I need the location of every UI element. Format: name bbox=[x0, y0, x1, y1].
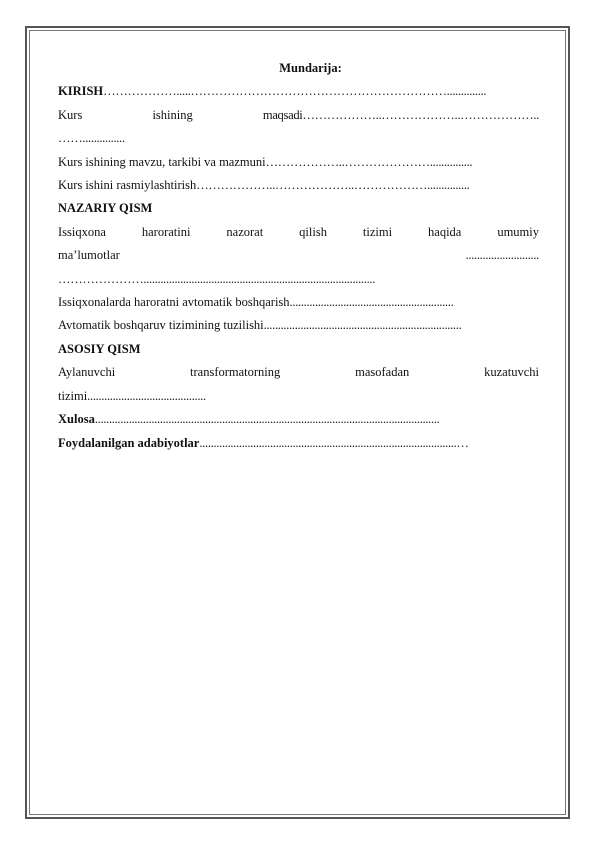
toc-leader-dots: ...................................................................... bbox=[263, 318, 462, 333]
toc-entry-xulosa[interactable] bbox=[58, 408, 539, 431]
toc-entry-label: Xulosa bbox=[58, 412, 95, 427]
toc-section-label: ASOSIY QISM bbox=[58, 341, 141, 356]
toc-word: nazorat bbox=[226, 224, 264, 239]
toc-word: ishining bbox=[152, 107, 193, 122]
toc-entry-mavzu[interactable] bbox=[58, 151, 539, 174]
toc-word: umumiy bbox=[497, 224, 539, 239]
toc-section-nazariy[interactable] bbox=[58, 197, 539, 220]
toc-leader-dots: ……............... bbox=[58, 131, 125, 146]
toc-word: masofadan bbox=[355, 365, 410, 380]
toc-entry-label: Kurs ishini rasmiylashtirish bbox=[58, 178, 197, 193]
toc-entry-label: KIRISH bbox=[58, 84, 104, 99]
toc-leader-dots: ………………..………………..………………............... bbox=[196, 178, 470, 193]
toc-entry-aylanuvchi[interactable] bbox=[58, 361, 539, 384]
toc-entry-issiqxona-umumiy[interactable] bbox=[58, 221, 539, 244]
toc-word: Kurs bbox=[58, 107, 83, 122]
toc-leader-dots: .......................................... bbox=[87, 388, 206, 403]
toc-word: tizimi bbox=[362, 224, 393, 239]
toc-entry-label: Avtomatik boshqaruv tizimining tuzilishi bbox=[58, 318, 264, 333]
toc-leader-dots: ...........................................................................................… bbox=[199, 435, 469, 450]
toc-leader-dots: .......................................................................................................................... bbox=[94, 412, 440, 427]
toc-word: Aylanuvchi bbox=[58, 365, 116, 380]
toc-leader-dots: .......................................................... bbox=[289, 295, 454, 310]
toc-entry-continuation bbox=[58, 268, 539, 291]
toc-entry-label: Issiqxonalarda haroratni avtomatik boshqarish bbox=[58, 295, 290, 310]
table-of-contents bbox=[58, 57, 539, 455]
toc-leader-dots: ………………..…………………............... bbox=[265, 154, 473, 169]
toc-leader-dots: .......................... bbox=[465, 248, 539, 263]
toc-entry-tuzilishi[interactable] bbox=[58, 314, 539, 337]
toc-entry-continuation bbox=[58, 127, 539, 150]
toc-entry-kirish[interactable] bbox=[58, 80, 539, 103]
toc-entry-tizimi bbox=[58, 385, 539, 408]
toc-word: maqsadi………………..………………..……………….. bbox=[262, 107, 539, 122]
toc-entry-label: tizimi bbox=[58, 388, 88, 403]
toc-word: transformatorning bbox=[190, 365, 281, 380]
toc-word: ma’lumotlar bbox=[58, 248, 120, 263]
toc-section-label: NAZARIY QISM bbox=[58, 201, 153, 216]
toc-word: haqida bbox=[428, 224, 462, 239]
toc-word: qilish bbox=[299, 224, 327, 239]
toc-entry-kurs-maqsadi[interactable] bbox=[58, 104, 539, 127]
toc-entry-label: Foydalanilgan adabiyotlar bbox=[58, 435, 200, 450]
toc-entry-label: Kurs ishining mavzu, tarkibi va mazmuni bbox=[58, 154, 266, 169]
toc-word: kuzatuvchi bbox=[484, 365, 539, 380]
toc-word: Issiqxona bbox=[58, 224, 106, 239]
toc-entry-malumotlar bbox=[58, 244, 539, 267]
toc-leader-dots: ……………….....……………………………………………………….............. bbox=[103, 84, 487, 99]
toc-entry-rasmiylashtirish[interactable] bbox=[58, 174, 539, 197]
toc-entry-adabiyotlar[interactable] bbox=[58, 432, 539, 455]
toc-word: haroratini bbox=[141, 224, 191, 239]
toc-leader-dots: ………………….................................................................................. bbox=[58, 271, 376, 286]
toc-entry-avtomatik-boshqarish[interactable] bbox=[58, 291, 539, 314]
toc-title: Mundarija: bbox=[279, 61, 342, 75]
toc-section-asosiy[interactable] bbox=[58, 338, 539, 361]
